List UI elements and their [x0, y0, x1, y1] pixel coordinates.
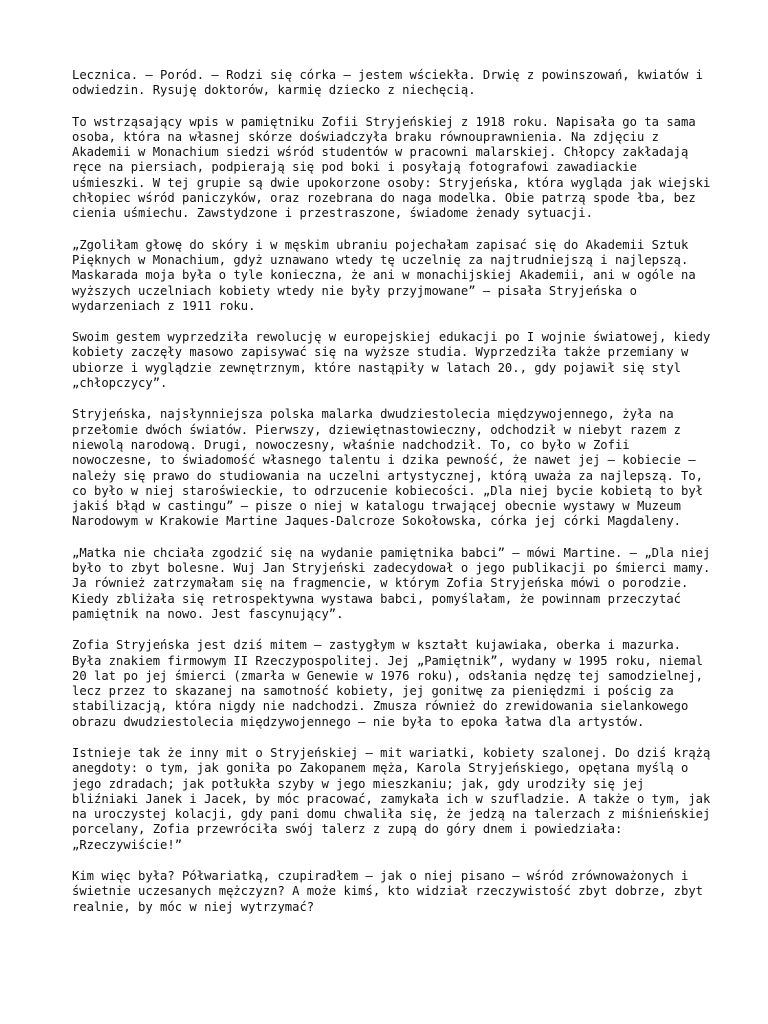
paragraph-munich-academy-quote: „Zgoliłam głowę do skóry i w męskim ubraniu pojechałam zapisać się do Akademii Sztuk Pięknych w Monachium, gdyż uznawano wtedy tę uczelnię za najtrudniejszą i najlepszą. Maskarada moja była o tyle konieczna, że ani w monachijskiej Akademii, ani w ogóle na wyższych uczelniach kobiety wtedy nie były przyjmowane” – pisała Stryjeńska o wydarzeniach z 1911 roku.	[72, 237, 696, 313]
paragraph-two-worlds: Stryjeńska, najsłynniejsza polska malarka dwudziestolecia międzywojennego, żyła na przełomie dwóch światów. Pierwszy, dziewiętnastowieczny, odchodził w niebyt razem z niewolą narodową. Drugi, nowoczesny, właśnie nadchodził. To, co było w Zofii nowoczesne, to świadomość własnego talentu i dzika pewność, że nawet jej – kobiecie – należy się prawo do studiowania na uczelni artystycznej, którą uważa za najlepszą. To, co było w niej staroświeckie, to odrzucenie kobiecości. „Dla niej bycie kobietą to był jakiś błąd w castingu” – pisze o niej w katalogu trwającej obecnie wystawy w Muzeum Narodowym w Krakowie Martine Jaques-Dalcroze Sokołowska, córka jej córki Magdaleny.	[72, 407, 704, 529]
paragraph-delivery-diary-entry: Lecznica. – Poród. – Rodzi się córka – jestem wściekła. Drwię z powinszowań, kwiatów i odwiedzin. Rysuję doktorów, karmię dziecko z niechęcią.	[72, 68, 704, 98]
paragraph-myth-diary: Zofia Stryjeńska jest dziś mitem – zastygłym w kształt kujawiaka, oberka i mazurka. Była znakiem firmowym II Rzeczypospolitej. Jej „Pamiętnik”, wydany w 1995 roku, niemal 20 lat po jej śmierci (zmarła w Genewie w 1976 roku), odsłania nędzę tej samodzielnej, lecz przez to skazanej na samotność kobiety, jej gonitwę za pieniędzmi i pościg za stabilizacją, która nigdy nie nadchodzi. Zmusza również do zrewidowania sielankowego obrazu dwudziestolecia międzywojennego – nie była to epoka łatwa dla artystów.	[72, 638, 704, 729]
document-page	[72, 68, 712, 931]
paragraph-closing-question: Kim więc była? Półwariatką, czupiradłem – jak o niej pisano – wśród zrównoważonych i świetnie uczesanych mężczyzn? A może kimś, kto widział rzeczywistość zbyt dobrze, zbyt realnie, by móc w niej wytrzymać?	[72, 869, 704, 914]
paragraph-madwoman-myth: Istnieje tak że inny mit o Stryjeńskiej – mit wariatki, kobiety szalonej. Do dziś krążą anegdoty: o tym, jak goniła po Zakopanem męża, Karola Stryjeńskiego, opętana myślą o jego zdradach; jak potłukła szyby w jego mieszkaniu; jak, gdy urodziły się jej bliźniaki Janek i Jacek, by móc pracować, zamykała ich w szufladzie. A także o tym, jak na uroczystej kolacji, gdy pani domu chwaliła się, że jedzą na talerzach z miśnieńskiej porcelany, Zofia przewróciła swój talerz z zupą do góry dnem i powiedziała: „Rzeczywiście!”	[72, 745, 711, 852]
paragraph-education-revolution: Swoim gestem wyprzedziła rewolucję w europejskiej edukacji po I wojnie światowej, kiedy kobiety zaczęły masowo zapisywać się na wyższe studia. Wyprzedziła także przemiany w ubiorze i wyglądzie zewnętrznym, które nastąpiły w latach 20., gdy pojawił się styl „chłopczycy”.	[72, 330, 711, 391]
paragraph-martine-quote: „Matka nie chciała zgodzić się na wydanie pamiętnika babci” – mówi Martine. – „Dla niej było to zbyt bolesne. Wuj Jan Stryjeński zadecydował o jego publikacji po śmierci mamy. Ja również zatrzymałam się na fragmencie, w którym Zofia Stryjeńska mówi o porodzie. Kiedy zbliżała się retrospektywna wystawa babci, pomyślałam, że powinnam przeczytać pamiętnik na nowo. Jest fascynujący”.	[72, 545, 711, 621]
paragraph-diary-context: To wstrząsający wpis w pamiętniku Zofii Stryjeńskiej z 1918 roku. Napisała go ta sama osoba, która na własnej skórze doświadczyła braku równouprawnienia. Na zdjęciu z Akademii w Monachium siedzi wśród studentów w pracowni malarskiej. Chłopcy zakładają ręce na piersiach, podpierają się pod boki i posyłają fotografowi zawadiackie uśmieszki. W tej grupie są dwie upokorzone osoby: Stryjeńska, która wygląda jak wiejski chłopiec wśród paniczyków, oraz rozebrana do naga modelka. Obie patrzą spode łba, bez cienia uśmiechu. Zawstydzone i przestraszone, świadome żenady sytuacji.	[72, 114, 711, 221]
